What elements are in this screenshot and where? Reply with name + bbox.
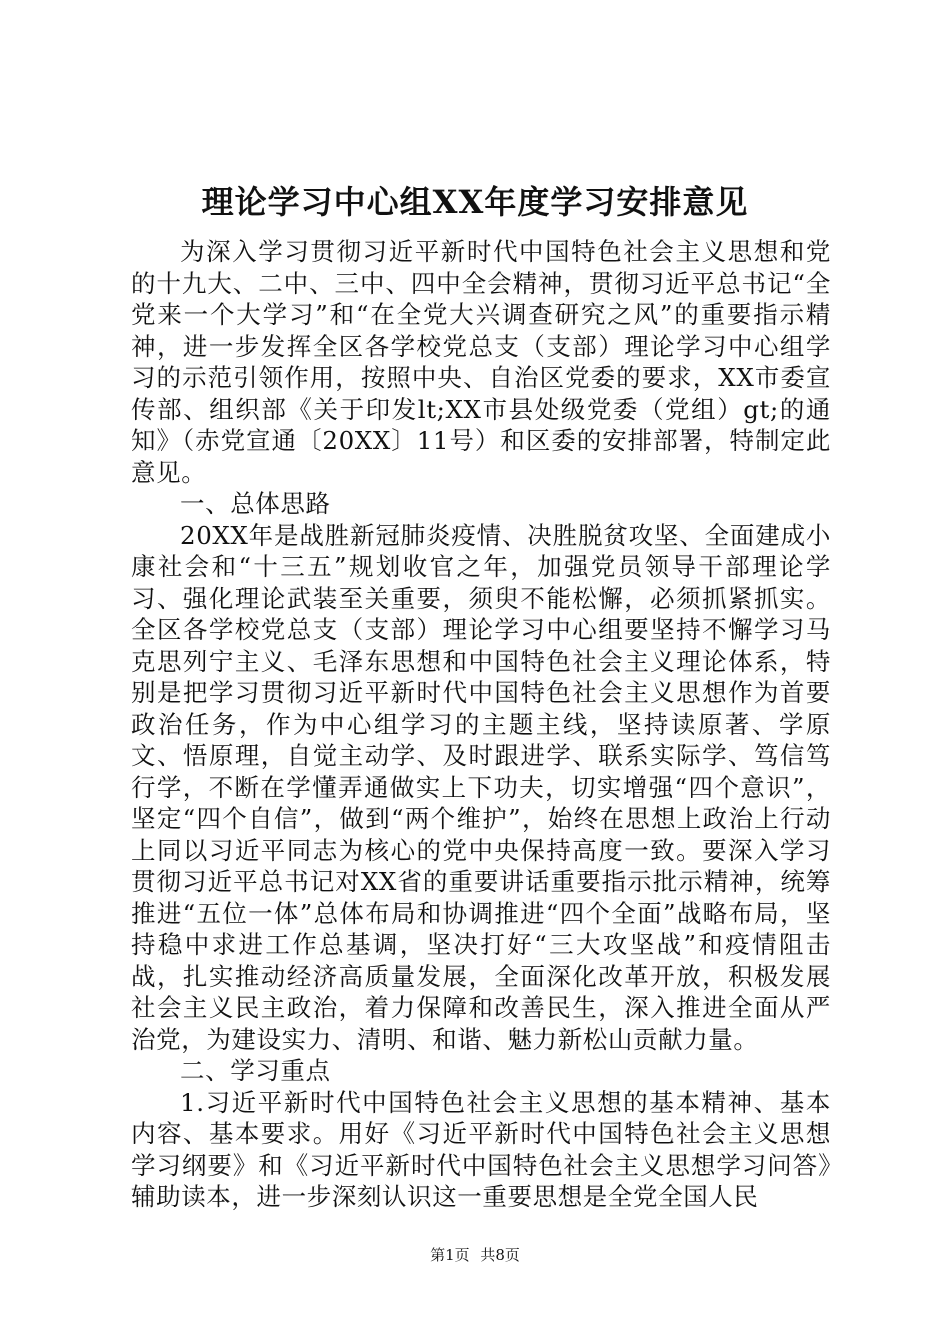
overall-approach-paragraph: 20XX年是战胜新冠肺炎疫情、决胜脱贫攻坚、全面建成小康社会和“十三五”规划收官之年，加强党员领导干部理论学习、强化理论武装至关重要，须臾不能松懈，必须抓紧抓实。全区各学校党总支（支部）理论学习中心组要坚持不懈学习马克思列宁主义、毛泽东思想和中国特色社会主义理论体系，特别是把学习贯彻习近平新时代中国特色社会主义思想作为首要政治任务，作为中心组学习的主题主线，坚持读原著、学原文、悟原理，自觉主动学、及时跟进学、联系实际学、笃信笃行学，不断在学懂弄通做实上下功夫，切实增强“四个意识”，坚定“四个自信”，做到“两个维护”，始终在思想上政治上行动上同以习近平同志为核心的党中央保持高度一致。要深入学习贯彻习近平总书记对XX省的重要讲话重要指示批示精神，统筹推进“五位一体”总体布局和协调推进“四个全面”战略布局，坚持稳中求进工作总基调，坚决打好“三大攻坚战”和疫情阻击战，扎实推动经济高质量发展，全面深化改革开放，积极发展社会主义民主政治，着力保障和改善民生，深入推进全面从严治党，为建设实力、清明、和谐、魅力新松山贡献力量。 [131,520,831,1054]
page-footer [0,1245,950,1265]
section-heading-study-focus: 二、学习重点 [180,1056,331,1085]
page-total: 共8页 [480,1246,520,1264]
intro-paragraph: 为深入学习贯彻习近平新时代中国特色社会主义思想和党的十九大、二中、三中、四中全会精神，贯彻习近平总书记“全党来一个大学习”和“在全党大兴调查研究之风”的重要指示精神，进一步发挥全区各学校党总支（支部）理论学习中心组学习的示范引领作用，按照中央、自治区党委的要求，XX市委宣传部、组织部《关于印发lt;XX市县处级党委（党组）gt;的通知》（赤党宣通〔20XX〕11号）和区委的安排部署，特制定此意见。 [131,237,831,487]
study-focus-item-1: 1.习近平新时代中国特色社会主义思想的基本精神、基本内容、基本要求。用好《习近平新时代中国特色社会主义思想学习纲要》和《习近平新时代中国特色社会主义思想学习问答》辅助读本，进一步深刻认识这一重要思想是全党全国人民 [131,1087,831,1211]
document-body [131,236,831,1213]
document-title: 理论学习中心组XX年度学习安排意见 [201,183,749,221]
page-number: 第1页 [430,1246,470,1264]
section-heading-overall-approach: 一、总体思路 [180,489,331,518]
